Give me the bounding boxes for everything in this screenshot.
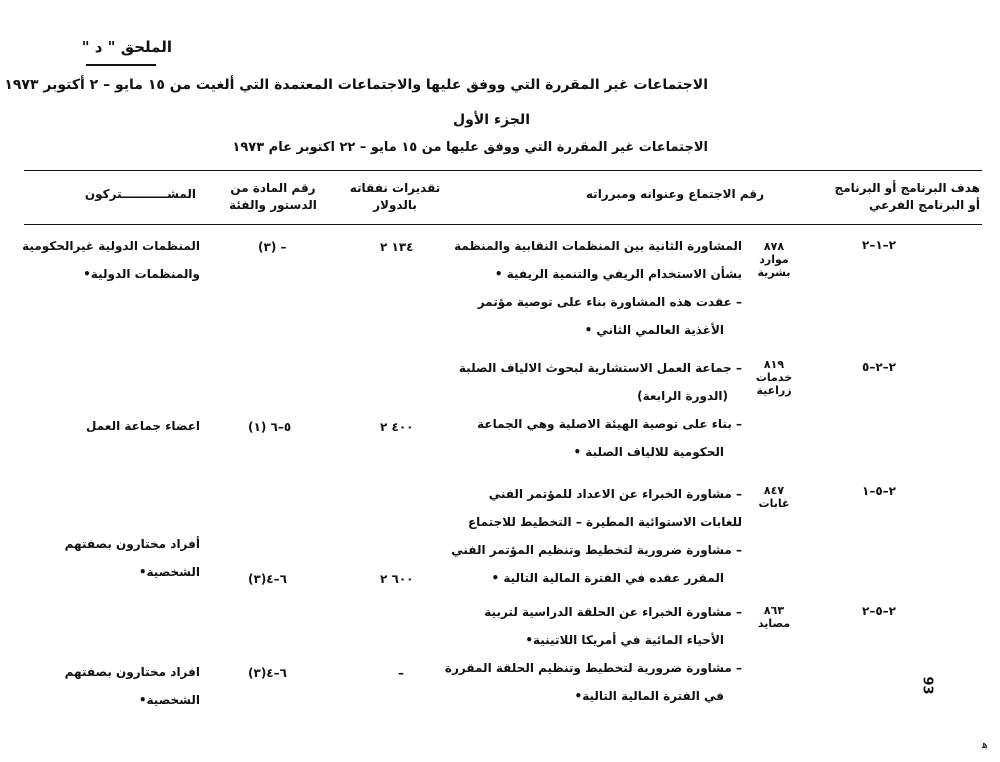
programme-code: ٢–١–٢ [862, 238, 896, 252]
article-number: – (٣) [258, 240, 287, 254]
cost-estimate: – [398, 666, 404, 680]
programme-code: ٢–٥–٢ [862, 604, 896, 618]
article-number: ٦–٤(٣) [248, 666, 287, 680]
corner-mark: ﻫ [982, 738, 988, 751]
cost-estimate: ٦٠٠ ٢ [380, 572, 414, 586]
participants: المنظمات الدولية غيرالحكومية والمنظمات الدولية• [22, 239, 200, 281]
cost-estimate: ١٣٤ ٢ [380, 240, 414, 254]
document-subtitle: الاجتماعات غير المقررة التي ووفق عليها من ١٥ مايو – ٢٢ اكتوبر عام ١٩٧٣ [232, 140, 708, 155]
meeting-number: ٨٦٣ مصايد [757, 604, 791, 630]
header-programme: هدف البرنامج أو البرنامج أو البرنامج الفرعي [834, 181, 980, 212]
annex-underline [86, 64, 156, 66]
header-participants: المشـــــــــــتركون [84, 187, 196, 201]
part-label: الجزء الأول [453, 112, 530, 128]
document-title: الاجتماعات غير المقررة التي ووفق عليها والاجتماعات المعتمدة التي ألغيت من ١٥ مايو – ٢ أكتوبر ١٩٧٣ [4, 77, 708, 93]
table-top-rule [24, 170, 982, 171]
meeting-description: – جماعة العمل الاستشارية لبحوث الالياف الصلبة (الدورة الرابعة) – بناء على توصية الهيئة الاصلية وهي الجماعة الحكومية للالياف الصلبة • [458, 361, 742, 459]
meeting-description: – مشاورة الخبراء عن الحلقة الدراسية لتربية الأحياء المائية في أمريكا اللاتينية• – مشاورة ضرورية لتخطيط وتنظيم الحلقة المقررة في الفترة المالية التالية• [444, 605, 742, 703]
table-header-rule [24, 224, 982, 225]
participants: اعضاء جماعة العمل [86, 419, 200, 433]
annex-label: الملحق " د " [81, 38, 172, 56]
meeting-number: ٨٧٨ موارد بشرية [757, 240, 791, 279]
page-number: 93 [919, 676, 935, 695]
article-number: ٥–٦ (١) [248, 420, 292, 434]
programme-code: ٢–٢–٥ [862, 360, 896, 374]
meeting-number: ٨٤٧ غابات [758, 484, 790, 510]
meeting-description: المشاورة الثانية بين المنظمات النقابية والمنظمة بشأن الاستخدام الريفي والتنمية الريفية • – عقدت هذه المشاورة بناء على توصية مؤتمر الأغذية العالمي الثاني • [454, 239, 742, 337]
programme-code: ٢–٥–١ [862, 484, 896, 498]
participants: أفراد مختارون بصفتهم الشخصية• [64, 537, 200, 579]
header-article: رقم المادة من الدستور والفئة [229, 181, 317, 212]
header-meeting: رقم الاجتماع وعنوانه ومبرراته [585, 187, 764, 201]
participants: افراد مختارون بصفتهم الشخصية• [64, 665, 200, 707]
meeting-description: – مشاورة الخبراء عن الاعداد للمؤتمر الفني للغابات الاستوائية المطيرة – التخطيط للاجتماع – مشاورة ضرورية لتخطيط وتنظيم المؤتمر الفني المقرر عقده في الفترة المالية التالية • [451, 487, 742, 585]
cost-estimate: ٤٠٠ ٢ [380, 420, 414, 434]
header-cost: تقديرات نفقاته بالدولار [349, 181, 441, 212]
meeting-number: ٨١٩ خدمات زراعية [755, 358, 793, 397]
article-number: ٦–٤(٣) [248, 572, 287, 586]
